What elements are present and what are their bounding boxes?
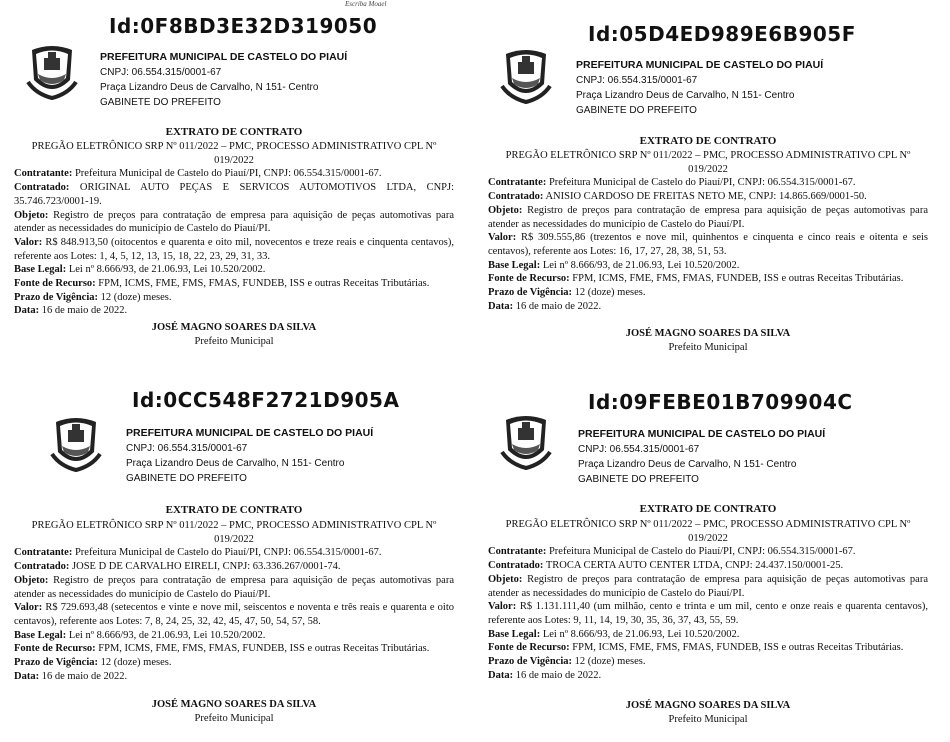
contratante-line: [14, 167, 454, 181]
data-line: [14, 304, 454, 318]
base-legal-label: Base Legal:: [488, 628, 541, 640]
extract-title: EXTRATO DE CONTRATO: [165, 504, 303, 516]
base-legal-label: Base Legal:: [14, 629, 67, 641]
contratante-value: Prefeitura Municipal de Castelo do Piauí/PI, CNPJ: 06.554.315/0001-67.: [546, 177, 856, 189]
valor-value: R$ 1.131.111,40 (um milhão, cento e trinta e um mil, cento e onze reais e quarenta centavos), referente aos Lotes: 9, 11, 14, 19, 30, 35, 36, 37, 43, 55, 59.: [488, 601, 928, 626]
data-label: Data:: [488, 669, 514, 681]
signer-role: Prefeito Municipal: [668, 342, 748, 353]
signer-name: JOSÉ MAGNO SOARES DA SILVA: [151, 322, 317, 333]
process-line: PREGÃO ELETRÔNICO SRP Nº 011/2022 – PMC, PROCESSO ADMINISTRATIVO CPL Nº 019/2022: [505, 519, 911, 544]
valor-value: R$ 309.555,86 (trezentos e nove mil, quinhentos e cinquenta e cinco reais e oitenta e seis centavos), referente aos Lotes: 16, 17, 27, 28, 38, 51, 53.: [488, 232, 928, 257]
data-label: Data:: [14, 305, 40, 317]
contratado-line: [488, 190, 928, 204]
contratado-label: Contratado:: [488, 191, 544, 203]
organization-name: PREFEITURA MUNICIPAL DE CASTELO DO PIAUÍ: [578, 428, 826, 440]
contratante-value: Prefeitura Municipal de Castelo do Piauí/PI, CNPJ: 06.554.315/0001-67.: [546, 546, 856, 558]
signature: [488, 699, 928, 727]
process-line: PREGÃO ELETRÔNICO SRP Nº 011/2022 – PMC, PROCESSO ADMINISTRATIVO CPL Nº 019/2022: [31, 141, 437, 166]
contratante-label: Contratante:: [488, 177, 547, 189]
valor-label: Valor:: [14, 602, 43, 614]
contratado-label: Contratado:: [488, 560, 544, 572]
signature: [488, 327, 928, 355]
base-legal-value: Lei nº 8.666/93, de 21.06.93, Lei 10.520/2002.: [540, 628, 740, 640]
signer-name: JOSÉ MAGNO SOARES DA SILVA: [151, 699, 317, 710]
organization-office: GABINETE DO PREFEITO: [100, 97, 221, 108]
organization-cnpj: CNPJ: 06.554.315/0001-67: [576, 75, 698, 86]
valor-label: Valor:: [488, 232, 517, 244]
municipal-coat-of-arms-logo: [500, 46, 552, 106]
objeto-label: Objeto:: [14, 209, 49, 221]
contratante-value: Prefeitura Municipal de Castelo do Piauí/PI, CNPJ: 06.554.315/0001-67.: [72, 547, 382, 559]
organization-office: GABINETE DO PREFEITO: [576, 105, 697, 116]
contratante-line: [488, 545, 928, 559]
fonte-recurso-label: Fonte de Recurso:: [488, 273, 570, 285]
valor-line: [488, 231, 928, 258]
contract-extract-0: [14, 0, 454, 360]
document-id: Id:05D4ED989E6B905F: [588, 22, 856, 46]
extract-title: EXTRATO DE CONTRATO: [639, 503, 777, 515]
objeto-line: [14, 209, 454, 236]
organization-cnpj: CNPJ: 06.554.315/0001-67: [100, 67, 222, 78]
contratado-value: ORIGINAL AUTO PEÇAS E SERVICOS AUTOMOTIVOS LTDA, CNPJ: 35.746.723/0001-19.: [14, 182, 454, 207]
data-value: 16 de maio de 2022.: [513, 669, 602, 681]
prazo-label: Prazo de Vigência:: [488, 656, 572, 668]
data-value: 16 de maio de 2022.: [39, 670, 128, 682]
document-id: Id:0CC548F2721D905A: [132, 388, 400, 412]
base-legal-label: Base Legal:: [488, 259, 541, 271]
fonte-recurso-line: [14, 277, 454, 291]
signature: [14, 321, 454, 349]
objeto-line: [488, 573, 928, 600]
extract-body: [14, 519, 454, 683]
base-legal-value: Lei nº 8.666/93, de 21.06.93, Lei 10.520/2002.: [66, 629, 266, 641]
document-id: Id:09FEBE01B709904C: [588, 390, 853, 414]
contratado-value: ANISIO CARDOSO DE FREITAS NETO ME, CNPJ: 14.865.669/0001-50.: [543, 191, 867, 203]
prazo-line: [488, 655, 928, 669]
objeto-line: [14, 574, 454, 601]
contract-extract-1: [488, 0, 928, 370]
signer-name: JOSÉ MAGNO SOARES DA SILVA: [625, 328, 791, 339]
valor-line: [14, 601, 454, 628]
base-legal-line: [488, 628, 928, 642]
signer-role: Prefeito Municipal: [668, 714, 748, 725]
prazo-value: 12 (doze) meses.: [571, 287, 646, 299]
contratado-value: TROCA CERTA AUTO CENTER LTDA, CNPJ: 24.437.150/0001-25.: [543, 560, 844, 572]
organization-address: Praça Lizandro Deus de Carvalho, N 151- Centro: [126, 458, 345, 469]
contratado-label: Contratado:: [14, 182, 70, 194]
objeto-label: Objeto:: [14, 574, 49, 586]
municipal-coat-of-arms-logo: [26, 42, 78, 102]
organization-cnpj: CNPJ: 06.554.315/0001-67: [126, 443, 248, 454]
prazo-line: [14, 291, 454, 305]
fonte-recurso-label: Fonte de Recurso:: [14, 643, 96, 655]
valor-line: [14, 236, 454, 263]
objeto-value: Registro de preços para contratação de empresa para aquisição de peças automotivas para atender as necessidades do município de Castelo do Piauí/PI.: [14, 209, 454, 235]
data-value: 16 de maio de 2022.: [513, 300, 602, 312]
prazo-label: Prazo de Vigência:: [14, 657, 98, 669]
objeto-value: Registro de preços para contratação de empresa para aquisição de peças automotivas para atender as necessidades do município de Castelo do Piauí/PI.: [488, 573, 928, 599]
prazo-value: 12 (doze) meses.: [97, 291, 172, 303]
prazo-label: Prazo de Vigência:: [488, 287, 572, 299]
contratante-label: Contratante:: [488, 546, 547, 558]
organization-cnpj: CNPJ: 06.554.315/0001-67: [578, 444, 700, 455]
header-text: [576, 58, 823, 118]
fonte-recurso-label: Fonte de Recurso:: [14, 278, 96, 290]
extract-body: [14, 140, 454, 318]
contratado-line: [14, 181, 454, 208]
base-legal-value: Lei nº 8.666/93, de 21.06.93, Lei 10.520/2002.: [540, 259, 740, 271]
organization-address: Praça Lizandro Deus de Carvalho, N 151- Centro: [578, 459, 797, 470]
organization-name: PREFEITURA MUNICIPAL DE CASTELO DO PIAUÍ: [126, 427, 374, 439]
base-legal-value: Lei nº 8.666/93, de 21.06.93, Lei 10.520/2002.: [66, 264, 266, 276]
data-label: Data:: [488, 300, 514, 312]
contract-extract-3: [488, 376, 928, 742]
valor-label: Valor:: [14, 236, 43, 248]
process-line: PREGÃO ELETRÔNICO SRP Nº 011/2022 – PMC, PROCESSO ADMINISTRATIVO CPL Nº 019/2022: [505, 150, 911, 175]
contratante-line: [488, 176, 928, 190]
fonte-recurso-line: [488, 641, 928, 655]
base-legal-line: [14, 263, 454, 277]
organization-name: PREFEITURA MUNICIPAL DE CASTELO DO PIAUÍ: [100, 51, 348, 63]
extract-body: [488, 149, 928, 313]
document-id: Id:0F8BD3E32D319050: [109, 14, 378, 38]
base-legal-line: [488, 259, 928, 273]
base-legal-line: [14, 629, 454, 643]
fonte-recurso-value: FPM, ICMS, FME, FMS, FMAS, FUNDEB, ISS e outras Receitas Tributárias.: [95, 643, 430, 655]
contratante-value: Prefeitura Municipal de Castelo do Piauí/PI, CNPJ: 06.554.315/0001-67.: [72, 168, 382, 180]
objeto-label: Objeto:: [488, 204, 523, 216]
municipal-coat-of-arms-logo: [50, 414, 102, 474]
contratado-value: JOSE D DE CARVALHO EIRELI, CNPJ: 63.336.267/0001-74.: [69, 561, 341, 573]
contratante-line: [14, 546, 454, 560]
objeto-value: Registro de preços para contratação de empresa para aquisição de peças automotivas para atender as necessidades do município de Castelo do Piauí/PI.: [14, 574, 454, 600]
prazo-label: Prazo de Vigência:: [14, 291, 98, 303]
organization-office: GABINETE DO PREFEITO: [126, 473, 247, 484]
valor-line: [488, 600, 928, 627]
extract-title: EXTRATO DE CONTRATO: [639, 135, 777, 147]
contratante-label: Contratante:: [14, 547, 73, 559]
signature: [14, 698, 454, 726]
data-line: [488, 300, 928, 314]
organization-address: Praça Lizandro Deus de Carvalho, N 151- Centro: [576, 90, 795, 101]
fonte-recurso-line: [14, 642, 454, 656]
signer-role: Prefeito Municipal: [194, 713, 274, 724]
data-line: [488, 669, 928, 683]
contratado-line: [14, 560, 454, 574]
process-line: PREGÃO ELETRÔNICO SRP Nº 011/2022 – PMC, PROCESSO ADMINISTRATIVO CPL Nº 019/2022: [31, 520, 437, 545]
contratado-line: [488, 559, 928, 573]
fonte-recurso-value: FPM, ICMS, FME, FMS, FMAS, FUNDEB, ISS e outras Receitas Tributárias.: [569, 273, 904, 285]
extract-body: [488, 518, 928, 682]
fonte-recurso-value: FPM, ICMS, FME, FMS, FMAS, FUNDEB, ISS e outras Receitas Tributárias.: [95, 278, 430, 290]
data-label: Data:: [14, 670, 40, 682]
signer-name: JOSÉ MAGNO SOARES DA SILVA: [625, 700, 791, 711]
data-line: [14, 670, 454, 684]
signer-role: Prefeito Municipal: [194, 336, 274, 347]
header-text: [126, 426, 373, 486]
organization-office: GABINETE DO PREFEITO: [578, 474, 699, 485]
objeto-value: Registro de preços para contratação de empresa para aquisição de peças automotivas para atender as necessidades do município de Castelo do Piauí/PI.: [488, 204, 928, 230]
valor-value: R$ 848.913,50 (oitocentos e quarenta e oito mil, novecentos e treze reais e cinquenta centavos), referente aos Lotes: 1, 4, 5, 12, 13, 15, 18, 22, 23, 29, 31, 33.: [14, 236, 454, 262]
header-text: [100, 50, 347, 110]
fonte-recurso-line: [488, 272, 928, 286]
prazo-line: [14, 656, 454, 670]
objeto-label: Objeto:: [488, 573, 523, 585]
municipal-coat-of-arms-logo: [500, 412, 552, 472]
organization-address: Praça Lizandro Deus de Carvalho, N 151- Centro: [100, 82, 319, 93]
valor-label: Valor:: [488, 601, 517, 613]
prazo-value: 12 (doze) meses.: [571, 656, 646, 668]
prazo-value: 12 (doze) meses.: [97, 657, 172, 669]
fonte-recurso-label: Fonte de Recurso:: [488, 642, 570, 654]
objeto-line: [488, 204, 928, 231]
valor-value: R$ 729.693,48 (setecentos e vinte e nove mil, seiscentos e noventa e três reais e quarenta e oito centavos), referente aos Lotes: 7, 8, 24, 25, 32, 42, 45, 47, 50, 54, 57, 58.: [14, 602, 454, 627]
prazo-line: [488, 286, 928, 300]
organization-name: PREFEITURA MUNICIPAL DE CASTELO DO PIAUÍ: [576, 59, 824, 71]
data-value: 16 de maio de 2022.: [39, 305, 128, 317]
contract-extract-2: [14, 376, 454, 742]
base-legal-label: Base Legal:: [14, 264, 67, 276]
contratado-label: Contratado:: [14, 561, 70, 573]
header-text: [578, 427, 825, 487]
stamp-fragment-text: Escriba Moael: [345, 0, 387, 8]
extract-title: EXTRATO DE CONTRATO: [165, 126, 303, 138]
fonte-recurso-value: FPM, ICMS, FME, FMS, FMAS, FUNDEB, ISS e outras Receitas Tributárias.: [569, 642, 904, 654]
contratante-label: Contratante:: [14, 168, 73, 180]
